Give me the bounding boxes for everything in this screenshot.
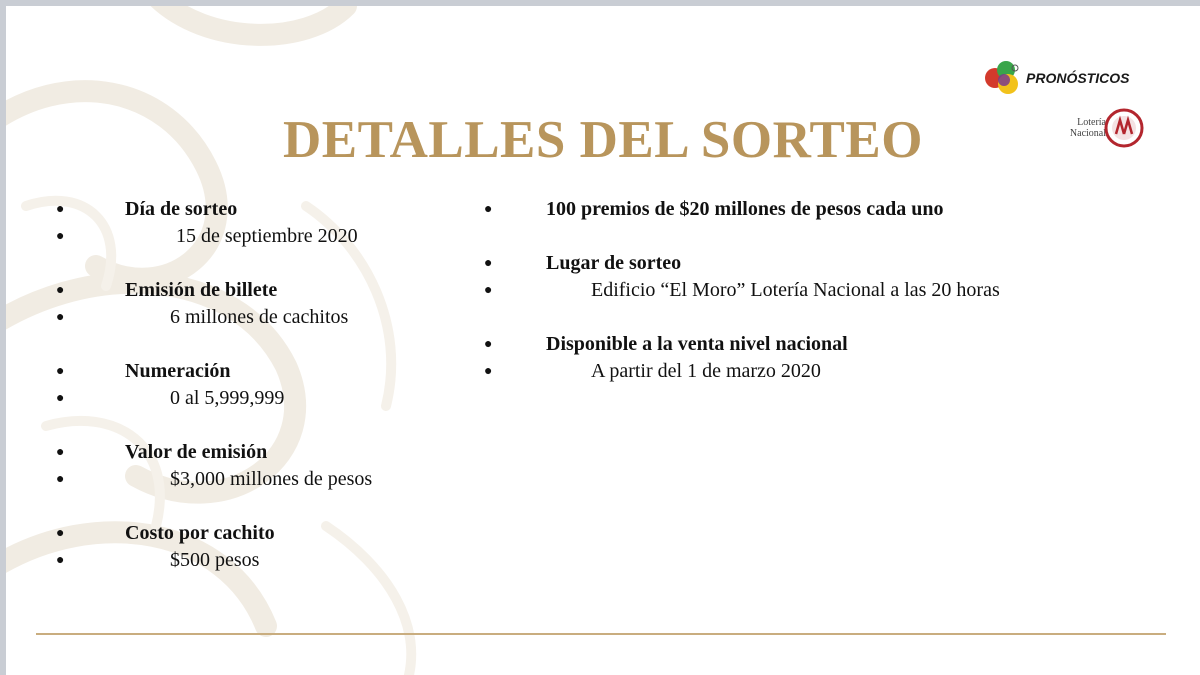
left-column: [6, 196, 476, 601]
loteria-nacional-logo-text: [1052, 117, 1106, 139]
list-item: [476, 358, 1176, 385]
detail-group-emision: [6, 277, 476, 331]
bullet-icon: ●: [56, 364, 65, 379]
loteria-nacional-logo: [1048, 106, 1148, 152]
detail-group-disponible: [476, 331, 1176, 385]
list-item: [476, 277, 1176, 304]
bullet-icon: ●: [56, 445, 65, 460]
item-label: Día de sorteo: [125, 198, 238, 220]
bullet-icon: ●: [484, 364, 493, 379]
item-value: Edificio “El Moro” Lotería Nacional a las 20 horas: [591, 279, 1000, 301]
list-item: [476, 196, 1176, 223]
bullet-icon: ●: [56, 391, 65, 406]
loteria-logo-line2: Nacional: [1069, 128, 1106, 139]
list-item: [476, 250, 1176, 277]
slide-title: DETALLES DEL SORTEO: [283, 111, 923, 169]
footer-divider: [36, 633, 1166, 635]
bullet-icon: ●: [56, 229, 65, 244]
item-label: Numeración: [125, 360, 231, 382]
loteria-nacional-emblem-icon: [1104, 108, 1144, 148]
list-item: [6, 223, 476, 250]
list-item: [6, 385, 476, 412]
bullet-icon: ●: [56, 283, 65, 298]
bullet-icon: ●: [56, 472, 65, 487]
list-item: [6, 466, 476, 493]
item-value: 15 de septiembre 2020: [176, 225, 358, 247]
list-item: [6, 277, 476, 304]
pronosticos-balls-icon: [982, 58, 1028, 98]
loteria-logo-line1: Lotería: [1077, 117, 1106, 128]
slide: [6, 6, 1200, 675]
item-value: $500 pesos: [170, 549, 260, 571]
bullet-icon: ●: [56, 553, 65, 568]
list-item: [476, 331, 1176, 358]
bullet-icon: ●: [484, 202, 493, 217]
item-label: Emisión de billete: [125, 279, 278, 301]
pronosticos-logo: [982, 58, 1152, 104]
item-value: 6 millones de cachitos: [170, 306, 349, 328]
list-item: [6, 304, 476, 331]
detail-group-costo: [6, 520, 476, 574]
item-label: Valor de emisión: [125, 441, 268, 463]
item-label: Costo por cachito: [125, 522, 275, 544]
bullet-icon: ●: [484, 337, 493, 352]
bullet-icon: ●: [484, 283, 493, 298]
item-label: 100 premios de $20 millones de pesos cada uno: [546, 198, 944, 220]
detail-group-premios: [476, 196, 1176, 223]
item-value: 0 al 5,999,999: [170, 387, 285, 409]
item-label: Disponible a la venta nivel nacional: [546, 333, 848, 355]
bullet-icon: ●: [484, 256, 493, 271]
list-item: [6, 520, 476, 547]
bullet-icon: ●: [56, 202, 65, 217]
item-value: A partir del 1 de marzo 2020: [591, 360, 821, 382]
detail-group-lugar: [476, 250, 1176, 304]
item-value: $3,000 millones de pesos: [170, 468, 373, 490]
item-label: Lugar de sorteo: [546, 252, 682, 274]
bullet-icon: ●: [56, 526, 65, 541]
list-item: [6, 358, 476, 385]
bullet-icon: ●: [56, 310, 65, 325]
list-item: [6, 439, 476, 466]
detail-group-dia: [6, 196, 476, 250]
detail-group-valor: [6, 439, 476, 493]
detail-group-numeracion: [6, 358, 476, 412]
list-item: [6, 547, 476, 574]
pronosticos-logo-text: PRONÓSTICOS: [1026, 70, 1130, 86]
list-item: [6, 196, 476, 223]
right-column: [476, 196, 1176, 412]
